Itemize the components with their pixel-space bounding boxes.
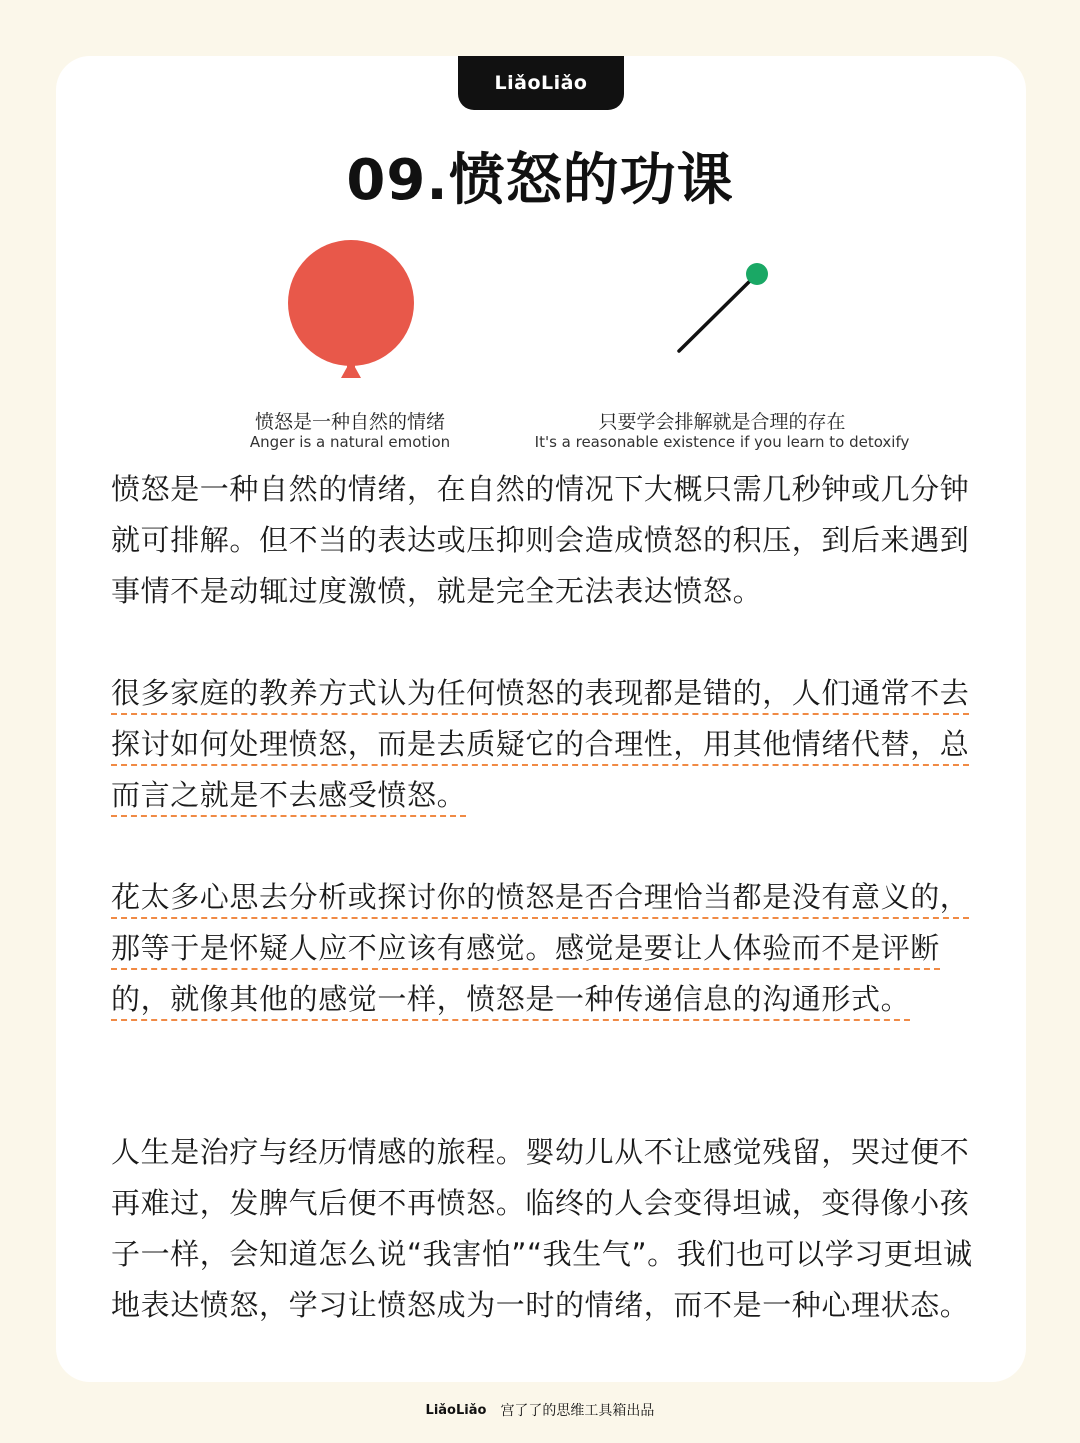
- caption-left: [230, 411, 470, 451]
- brand-tab: [458, 56, 624, 110]
- paragraph-3: [111, 872, 977, 1025]
- paragraph-3-text: 花太多心思去分析或探讨你的愤怒是否合理恰当都是没有意义的，那等于是怀疑人应不应该有感觉。感觉是要让人体验而不是评断的，就像其他的感觉一样，愤怒是一种传递信息的沟通形式。: [111, 880, 969, 1021]
- caption-right: [522, 411, 922, 451]
- paragraph-4: [111, 1127, 977, 1331]
- brand-logo: LiǎoLiǎo: [494, 72, 588, 94]
- caption-left-en: Anger is a natural emotion: [249, 433, 451, 451]
- caption-right-zh: 只要学会排解就是合理的存在: [598, 411, 846, 433]
- footer: [0, 1400, 1080, 1420]
- page-title: 09.愤怒的功课: [346, 148, 734, 213]
- balloon-icon: [284, 236, 418, 382]
- paragraph-1-text: 愤怒是一种自然的情绪，在自然的情况下大概只需几秒钟或几分钟就可排解。但不当的表达或压抑则会造成愤怒的积压，到后来遇到事情不是动辄过度激愤，就是完全无法表达愤怒。: [111, 472, 970, 608]
- footer-brand-logo: LiǎoLiǎo: [425, 1402, 487, 1418]
- paragraph-1: [111, 464, 977, 617]
- pin-icon: [672, 258, 772, 358]
- caption-left-zh: 愤怒是一种自然的情绪: [254, 411, 445, 433]
- paragraph-2: [111, 668, 977, 821]
- paragraph-4-text: 人生是治疗与经历情感的旅程。婴幼儿从不让感觉残留，哭过便不再难过，发脾气后便不再愤怒。临终的人会变得坦诚，变得像小孩子一样，会知道怎么说“我害怕”“我生气”。我们也可以学习更坦诚地表达愤怒，学习让愤怒成为一时的情绪，而不是一种心理状态。: [111, 1135, 973, 1322]
- footer-credit: 宫了了的思维工具箱出品: [500, 1403, 655, 1419]
- caption-right-en: It's a reasonable existence if you learn to detoxify: [534, 433, 910, 451]
- paragraph-2-text: 很多家庭的教养方式认为任何愤怒的表现都是错的，人们通常不去探讨如何处理愤怒，而是去质疑它的合理性，用其他情绪代替，总而言之就是不去感受愤怒。: [111, 676, 969, 817]
